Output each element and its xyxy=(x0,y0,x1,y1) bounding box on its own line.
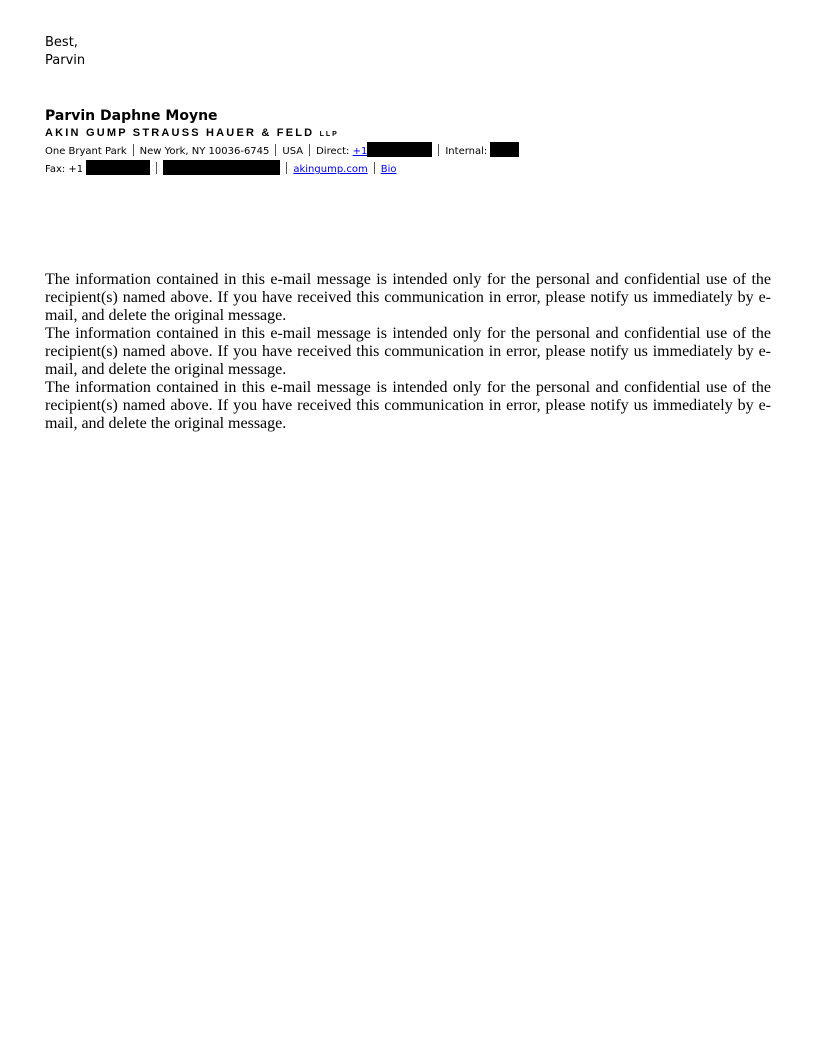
fax-label: Fax: +1 xyxy=(45,164,84,175)
email-signature xyxy=(45,107,771,178)
separator xyxy=(286,162,287,174)
redacted-fax-number xyxy=(86,160,150,175)
direct-label: Direct: xyxy=(316,146,350,157)
confidentiality-disclaimer xyxy=(45,271,771,433)
separator xyxy=(156,162,157,174)
address-street: One Bryant Park xyxy=(45,146,127,157)
signature-firm-name xyxy=(45,126,771,142)
separator xyxy=(133,144,134,156)
disclaimer-paragraph: The information contained in this e-mail message is intended only for the personal and confidential use of the recipient(s) named above. If you have received this communication in error, please notify us immediately by e-mail, and delete the original message. xyxy=(45,325,771,378)
redacted-internal-number xyxy=(490,142,519,157)
signature-full-name: Parvin Daphne Moyne xyxy=(45,108,218,124)
address-city: New York, NY 10036-6745 xyxy=(139,146,270,157)
signature-contact-line-2 xyxy=(45,160,771,178)
separator xyxy=(275,144,276,156)
closing-name: Parvin xyxy=(45,53,86,68)
signature-contact-line-1 xyxy=(45,142,771,160)
disclaimer-paragraph: The information contained in this e-mail message is intended only for the personal and confidential use of the recipient(s) named above. If you have received this communication in error, please notify us immediately by e-mail, and delete the original message. xyxy=(45,379,771,432)
website-link[interactable]: akingump.com xyxy=(293,164,368,175)
closing-block xyxy=(45,34,771,70)
separator xyxy=(438,144,439,156)
closing-salutation: Best, xyxy=(45,35,78,50)
firm-suffix: LLP xyxy=(319,131,339,138)
firm-name-text: AKIN GUMP STRAUSS HAUER & FELD xyxy=(45,127,315,139)
redacted-email-address xyxy=(163,160,280,175)
disclaimer-paragraph: The information contained in this e-mail message is intended only for the personal and confidential use of the recipient(s) named above. If you have received this communication in error, please notify us immediately by e-mail, and delete the original message. xyxy=(45,271,771,324)
email-body xyxy=(45,34,771,433)
address-country: USA xyxy=(282,146,304,157)
internal-label: Internal: xyxy=(445,146,488,157)
redacted-direct-number xyxy=(367,142,432,157)
direct-phone-link[interactable]: +1 xyxy=(352,146,368,157)
bio-link[interactable]: Bio xyxy=(380,164,397,175)
separator xyxy=(309,144,310,156)
separator xyxy=(374,162,375,174)
